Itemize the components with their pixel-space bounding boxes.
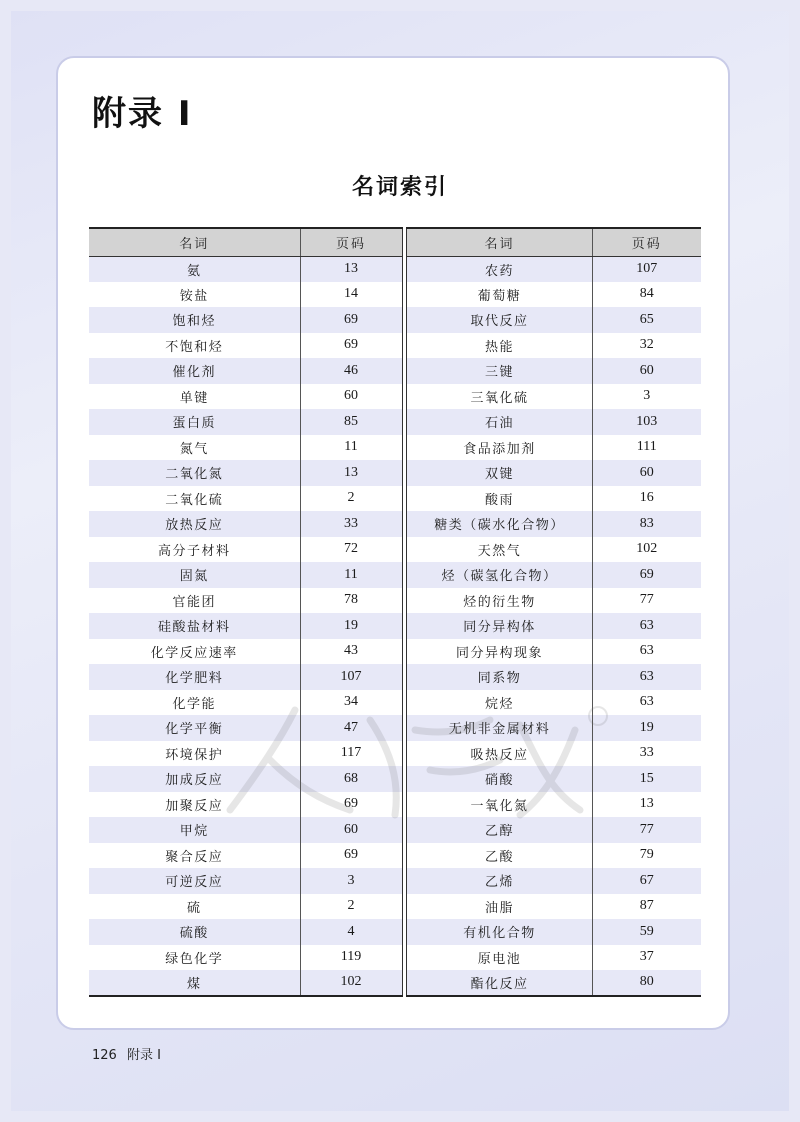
index-term: 烷烃 <box>407 690 593 716</box>
index-term: 乙酸 <box>407 843 593 869</box>
index-page-number: 4 <box>347 923 355 939</box>
index-term: 可逆反应 <box>89 868 300 894</box>
footer-section-label: 附录 I <box>126 1048 161 1063</box>
index-term: 同系物 <box>407 664 593 690</box>
index-term: 三氧化硫 <box>407 384 593 410</box>
index-term: 糖类（碳水化合物） <box>407 511 593 537</box>
index-row <box>89 333 402 359</box>
index-page-number: 67 <box>639 872 654 888</box>
index-term: 铵盐 <box>89 282 300 308</box>
index-row <box>89 945 402 971</box>
index-term: 吸热反应 <box>407 741 593 767</box>
index-row <box>89 919 402 945</box>
index-title: 名词索引 <box>351 174 448 200</box>
index-term: 放热反应 <box>89 511 300 537</box>
index-row <box>89 460 402 486</box>
index-row <box>407 945 701 971</box>
index-page-number: 43 <box>344 643 358 659</box>
index-row <box>407 486 701 512</box>
index-page-number: 63 <box>639 668 654 684</box>
table-header-row <box>407 228 701 256</box>
index-row <box>89 307 402 333</box>
index-term: 食品添加剂 <box>407 435 593 461</box>
index-row <box>407 715 701 741</box>
index-term: 催化剂 <box>89 358 300 384</box>
index-page-number: 77 <box>639 821 654 837</box>
index-page-number: 33 <box>344 515 358 531</box>
index-row <box>89 970 402 996</box>
index-row <box>89 715 402 741</box>
column-header-term: 名词 <box>89 228 300 256</box>
index-page-number: 63 <box>639 694 654 710</box>
index-row <box>89 868 402 894</box>
index-page-number: 47 <box>344 719 358 735</box>
index-term: 原电池 <box>407 945 593 971</box>
index-page-number: 63 <box>639 643 654 659</box>
index-term: 一氧化氮 <box>407 792 593 818</box>
index-page-number: 60 <box>639 464 654 480</box>
index-term: 双键 <box>407 460 593 486</box>
index-term: 化学肥料 <box>89 664 300 690</box>
index-page-number: 102 <box>636 541 658 557</box>
index-term: 固氮 <box>89 562 300 588</box>
table-header-row <box>89 228 402 256</box>
index-table-left <box>89 227 403 997</box>
index-term: 二氧化硫 <box>89 486 300 512</box>
index-page-number: 46 <box>344 362 358 378</box>
index-page-number: 103 <box>636 413 658 429</box>
index-page-number: 11 <box>344 439 358 455</box>
index-row <box>407 409 701 435</box>
index-term: 油脂 <box>407 894 593 920</box>
index-term: 蛋白质 <box>89 409 300 435</box>
index-row <box>407 741 701 767</box>
index-page-number: 33 <box>639 745 654 761</box>
index-term: 同分异构体 <box>407 613 593 639</box>
index-term: 烃（碳氢化合物） <box>407 562 593 588</box>
index-page-number: 68 <box>344 770 358 786</box>
index-page-number: 60 <box>344 388 358 404</box>
index-page-number: 2 <box>347 490 355 506</box>
index-term: 硅酸盐材料 <box>89 613 300 639</box>
index-term: 氮气 <box>89 435 300 461</box>
index-term: 无机非金属材料 <box>407 715 593 741</box>
index-row <box>407 690 701 716</box>
index-row <box>89 435 402 461</box>
index-term: 天然气 <box>407 537 593 563</box>
index-row <box>89 537 402 563</box>
index-row <box>407 256 701 282</box>
index-page-number: 14 <box>344 286 358 302</box>
index-term: 绿色化学 <box>89 945 300 971</box>
index-term: 二氧化氮 <box>89 460 300 486</box>
index-term: 酯化反应 <box>407 970 593 996</box>
index-page-number: 69 <box>344 311 358 327</box>
index-row <box>407 333 701 359</box>
index-page-number: 3 <box>347 872 355 888</box>
index-term: 环境保护 <box>89 741 300 767</box>
index-page-number: 72 <box>344 541 358 557</box>
index-row <box>89 894 402 920</box>
index-term: 加成反应 <box>89 766 300 792</box>
index-row <box>89 588 402 614</box>
index-row <box>407 307 701 333</box>
index-row <box>407 511 701 537</box>
index-term: 甲烷 <box>89 817 300 843</box>
index-row <box>407 588 701 614</box>
index-term: 同分异构现象 <box>407 639 593 665</box>
column-header-page: 页码 <box>300 228 402 256</box>
index-page-number: 84 <box>639 286 654 302</box>
index-term: 有机化合物 <box>407 919 593 945</box>
index-row <box>89 664 402 690</box>
index-page-number: 11 <box>344 566 358 582</box>
index-row <box>407 537 701 563</box>
index-term: 三键 <box>407 358 593 384</box>
index-row <box>89 766 402 792</box>
index-term: 单键 <box>89 384 300 410</box>
index-term: 农药 <box>407 256 593 282</box>
index-row <box>407 792 701 818</box>
index-page-number: 19 <box>344 617 358 633</box>
index-term: 葡萄糖 <box>407 282 593 308</box>
index-term: 高分子材料 <box>89 537 300 563</box>
index-term: 热能 <box>407 333 593 359</box>
index-term: 氨 <box>89 256 300 282</box>
index-page-number: 119 <box>340 949 362 965</box>
index-page-number: 13 <box>344 464 358 480</box>
page-number: 126 <box>92 1048 117 1063</box>
index-term: 煤 <box>89 970 300 996</box>
index-rows-left <box>89 256 402 996</box>
index-term: 化学反应速率 <box>89 639 300 665</box>
index-page-number: 85 <box>344 413 358 429</box>
index-rows-right <box>407 256 701 996</box>
index-row <box>407 868 701 894</box>
index-term: 烃的衍生物 <box>407 588 593 614</box>
index-page-number: 80 <box>593 970 701 996</box>
index-row <box>407 562 701 588</box>
index-row <box>407 919 701 945</box>
index-row <box>89 358 402 384</box>
index-page-number: 69 <box>344 337 358 353</box>
index-term: 石油 <box>407 409 593 435</box>
index-page-number: 60 <box>639 362 654 378</box>
index-page-number: 2 <box>347 898 355 914</box>
index-page-number: 65 <box>639 311 654 327</box>
index-row <box>89 511 402 537</box>
index-page-number: 69 <box>344 847 358 863</box>
index-row <box>89 613 402 639</box>
index-term: 化学平衡 <box>89 715 300 741</box>
index-page-number: 78 <box>344 592 358 608</box>
index-row <box>407 639 701 665</box>
index-page-number: 77 <box>639 592 654 608</box>
index-row <box>407 766 701 792</box>
index-page-number: 59 <box>639 923 654 939</box>
index-term: 不饱和烃 <box>89 333 300 359</box>
index-term: 官能团 <box>89 588 300 614</box>
index-term: 饱和烃 <box>89 307 300 333</box>
index-row <box>407 435 701 461</box>
column-header-term: 名词 <box>407 228 593 256</box>
index-page-number: 111 <box>636 439 657 455</box>
index-row <box>407 358 701 384</box>
index-row <box>89 817 402 843</box>
index-term: 硫 <box>89 894 300 920</box>
index-page-number: 13 <box>639 796 654 812</box>
chapter-title: 附录 I <box>92 94 193 134</box>
index-term: 乙醇 <box>407 817 593 843</box>
index-row <box>407 384 701 410</box>
index-row <box>89 384 402 410</box>
index-term: 化学能 <box>89 690 300 716</box>
index-page-number: 69 <box>639 566 654 582</box>
index-term: 酸雨 <box>407 486 593 512</box>
index-row <box>407 843 701 869</box>
index-row <box>407 817 701 843</box>
index-page-number: 87 <box>639 898 654 914</box>
index-term: 加聚反应 <box>89 792 300 818</box>
index-row <box>407 282 701 308</box>
index-row <box>89 256 402 282</box>
column-header-page: 页码 <box>593 228 701 256</box>
page-footer <box>92 1044 161 1063</box>
index-row <box>89 741 402 767</box>
index-page-number: 15 <box>639 770 654 786</box>
index-page-number: 63 <box>639 617 654 633</box>
index-page-number: 32 <box>639 337 654 353</box>
index-page-number: 107 <box>636 261 658 276</box>
index-page-number: 34 <box>344 694 358 710</box>
index-page-number: 69 <box>344 796 358 812</box>
index-page-number: 16 <box>639 490 654 506</box>
index-page-number: 79 <box>639 847 654 863</box>
index-term: 硝酸 <box>407 766 593 792</box>
index-row <box>407 460 701 486</box>
index-row <box>89 282 402 308</box>
index-page-number: 107 <box>340 668 362 684</box>
index-term: 乙烯 <box>407 868 593 894</box>
index-page-number: 37 <box>639 949 654 965</box>
index-row <box>89 486 402 512</box>
index-page-number: 13 <box>344 261 358 276</box>
index-row <box>407 613 701 639</box>
index-row <box>89 409 402 435</box>
index-row <box>89 562 402 588</box>
index-row <box>89 690 402 716</box>
index-row <box>89 843 402 869</box>
index-term: 取代反应 <box>407 307 593 333</box>
index-table-right <box>406 227 701 997</box>
index-page-number: 3 <box>643 388 651 404</box>
index-page-number: 83 <box>639 515 654 531</box>
index-page-number: 102 <box>300 970 402 996</box>
index-term: 硫酸 <box>89 919 300 945</box>
index-row <box>89 639 402 665</box>
index-page-number: 60 <box>344 821 358 837</box>
index-row <box>89 792 402 818</box>
index-page-number: 117 <box>340 745 362 761</box>
index-term: 聚合反应 <box>89 843 300 869</box>
index-row <box>407 664 701 690</box>
index-row <box>407 894 701 920</box>
index-row <box>407 970 701 996</box>
index-page-number: 19 <box>639 719 654 735</box>
